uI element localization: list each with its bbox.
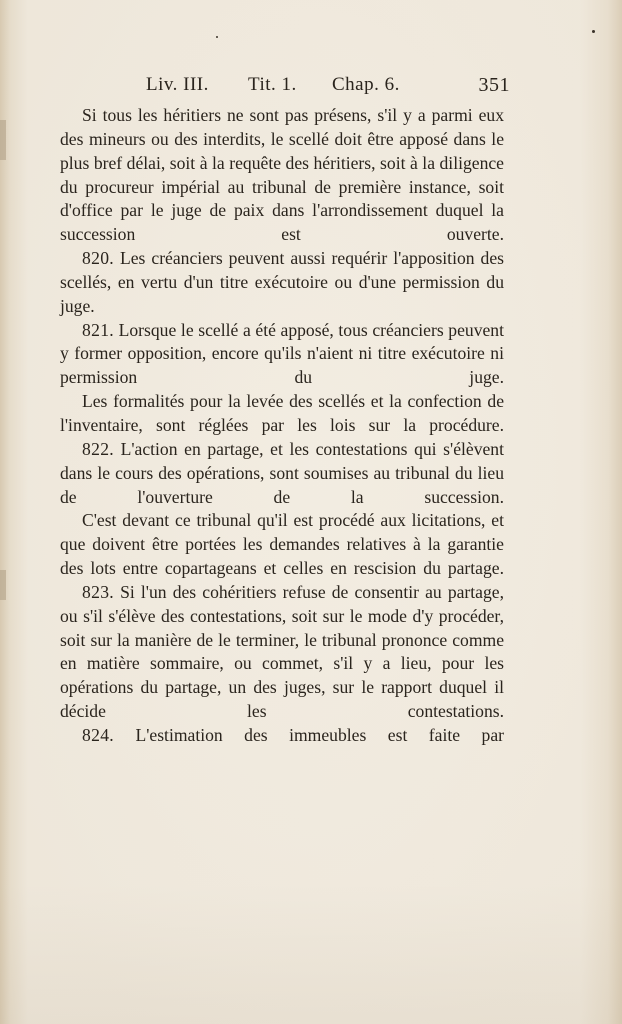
paragraph-text: C'est devant ce tribunal qu'il est procédé aux licitations, et que doivent être portées les demandes relatives à la garantie des lots entre copartageans et celles en rescision du partage. — [60, 510, 504, 579]
running-head-chapitre: Chap. 6. — [332, 74, 400, 95]
article-number: 821. — [82, 319, 114, 340]
paragraph-text: Les formalités pour la levée des scellés et la confection de l'inventaire, sont réglées par les lois sur la procédure. — [60, 391, 504, 435]
article-number: 820. — [82, 248, 114, 269]
article-paragraph — [60, 724, 504, 748]
body-text — [60, 104, 504, 748]
article-number: 822. — [82, 438, 114, 459]
article-paragraph — [60, 581, 504, 724]
article-paragraph — [60, 319, 504, 391]
article-number: 823. — [82, 581, 114, 602]
paragraph — [60, 390, 504, 438]
paper-speck — [592, 30, 595, 33]
paragraph — [60, 509, 504, 581]
running-head-livre: Liv. III. — [146, 74, 209, 95]
paragraph-text: Les créanciers peuvent aussi requérir l'apposition des scellés, en vertu d'un titre exécutoire ou d'une permission du juge. — [60, 248, 504, 316]
running-head — [60, 74, 510, 100]
page-number: 351 — [478, 74, 510, 96]
running-head-titre: Tit. 1. — [248, 74, 297, 95]
paragraph-text: L'action en partage, et les contestations qui s'élèvent dans le cours des opérations, sont soumises au tribunal du lieu de l'ouverture de la succession. — [60, 438, 504, 507]
paragraph — [60, 104, 504, 247]
page-edge-mark — [0, 120, 6, 160]
paragraph-text: Si l'un des cohéritiers refuse de consentir au partage, ou s'il s'élève des contestations, soit sur le mode d'y procéder, soit sur la manière de le terminer, le tribunal prononce comme en matière sommaire, ou commet, s'il y a lieu, pour les opérations du partage, un des juges, sur le rapport duquel il décide les contestations. — [60, 581, 504, 722]
article-number: 824. — [82, 724, 114, 745]
paragraph-text: Si tous les héritiers ne sont pas présens, s'il y a parmi eux des mineurs ou des interdits, le scellé doit être apposé dans le plus bref délai, soit à la requête des héritiers, soit à la diligence du procureur impérial au tribunal de première instance, soit d'office par le juge de paix dans l'arrondissement duquel la succession est ouverte. — [60, 105, 504, 245]
paragraph-text: Lorsque le scellé a été apposé, tous créanciers peuvent y former opposition, encore qu'ils n'aient ni titre exécutoire ni permission du juge. — [60, 319, 504, 388]
article-paragraph — [60, 438, 504, 510]
paragraph-text: L'estimation des immeubles est faite par — [135, 724, 504, 745]
page-edge-mark — [0, 570, 6, 600]
paper-speck — [216, 36, 218, 38]
article-paragraph — [60, 247, 504, 319]
